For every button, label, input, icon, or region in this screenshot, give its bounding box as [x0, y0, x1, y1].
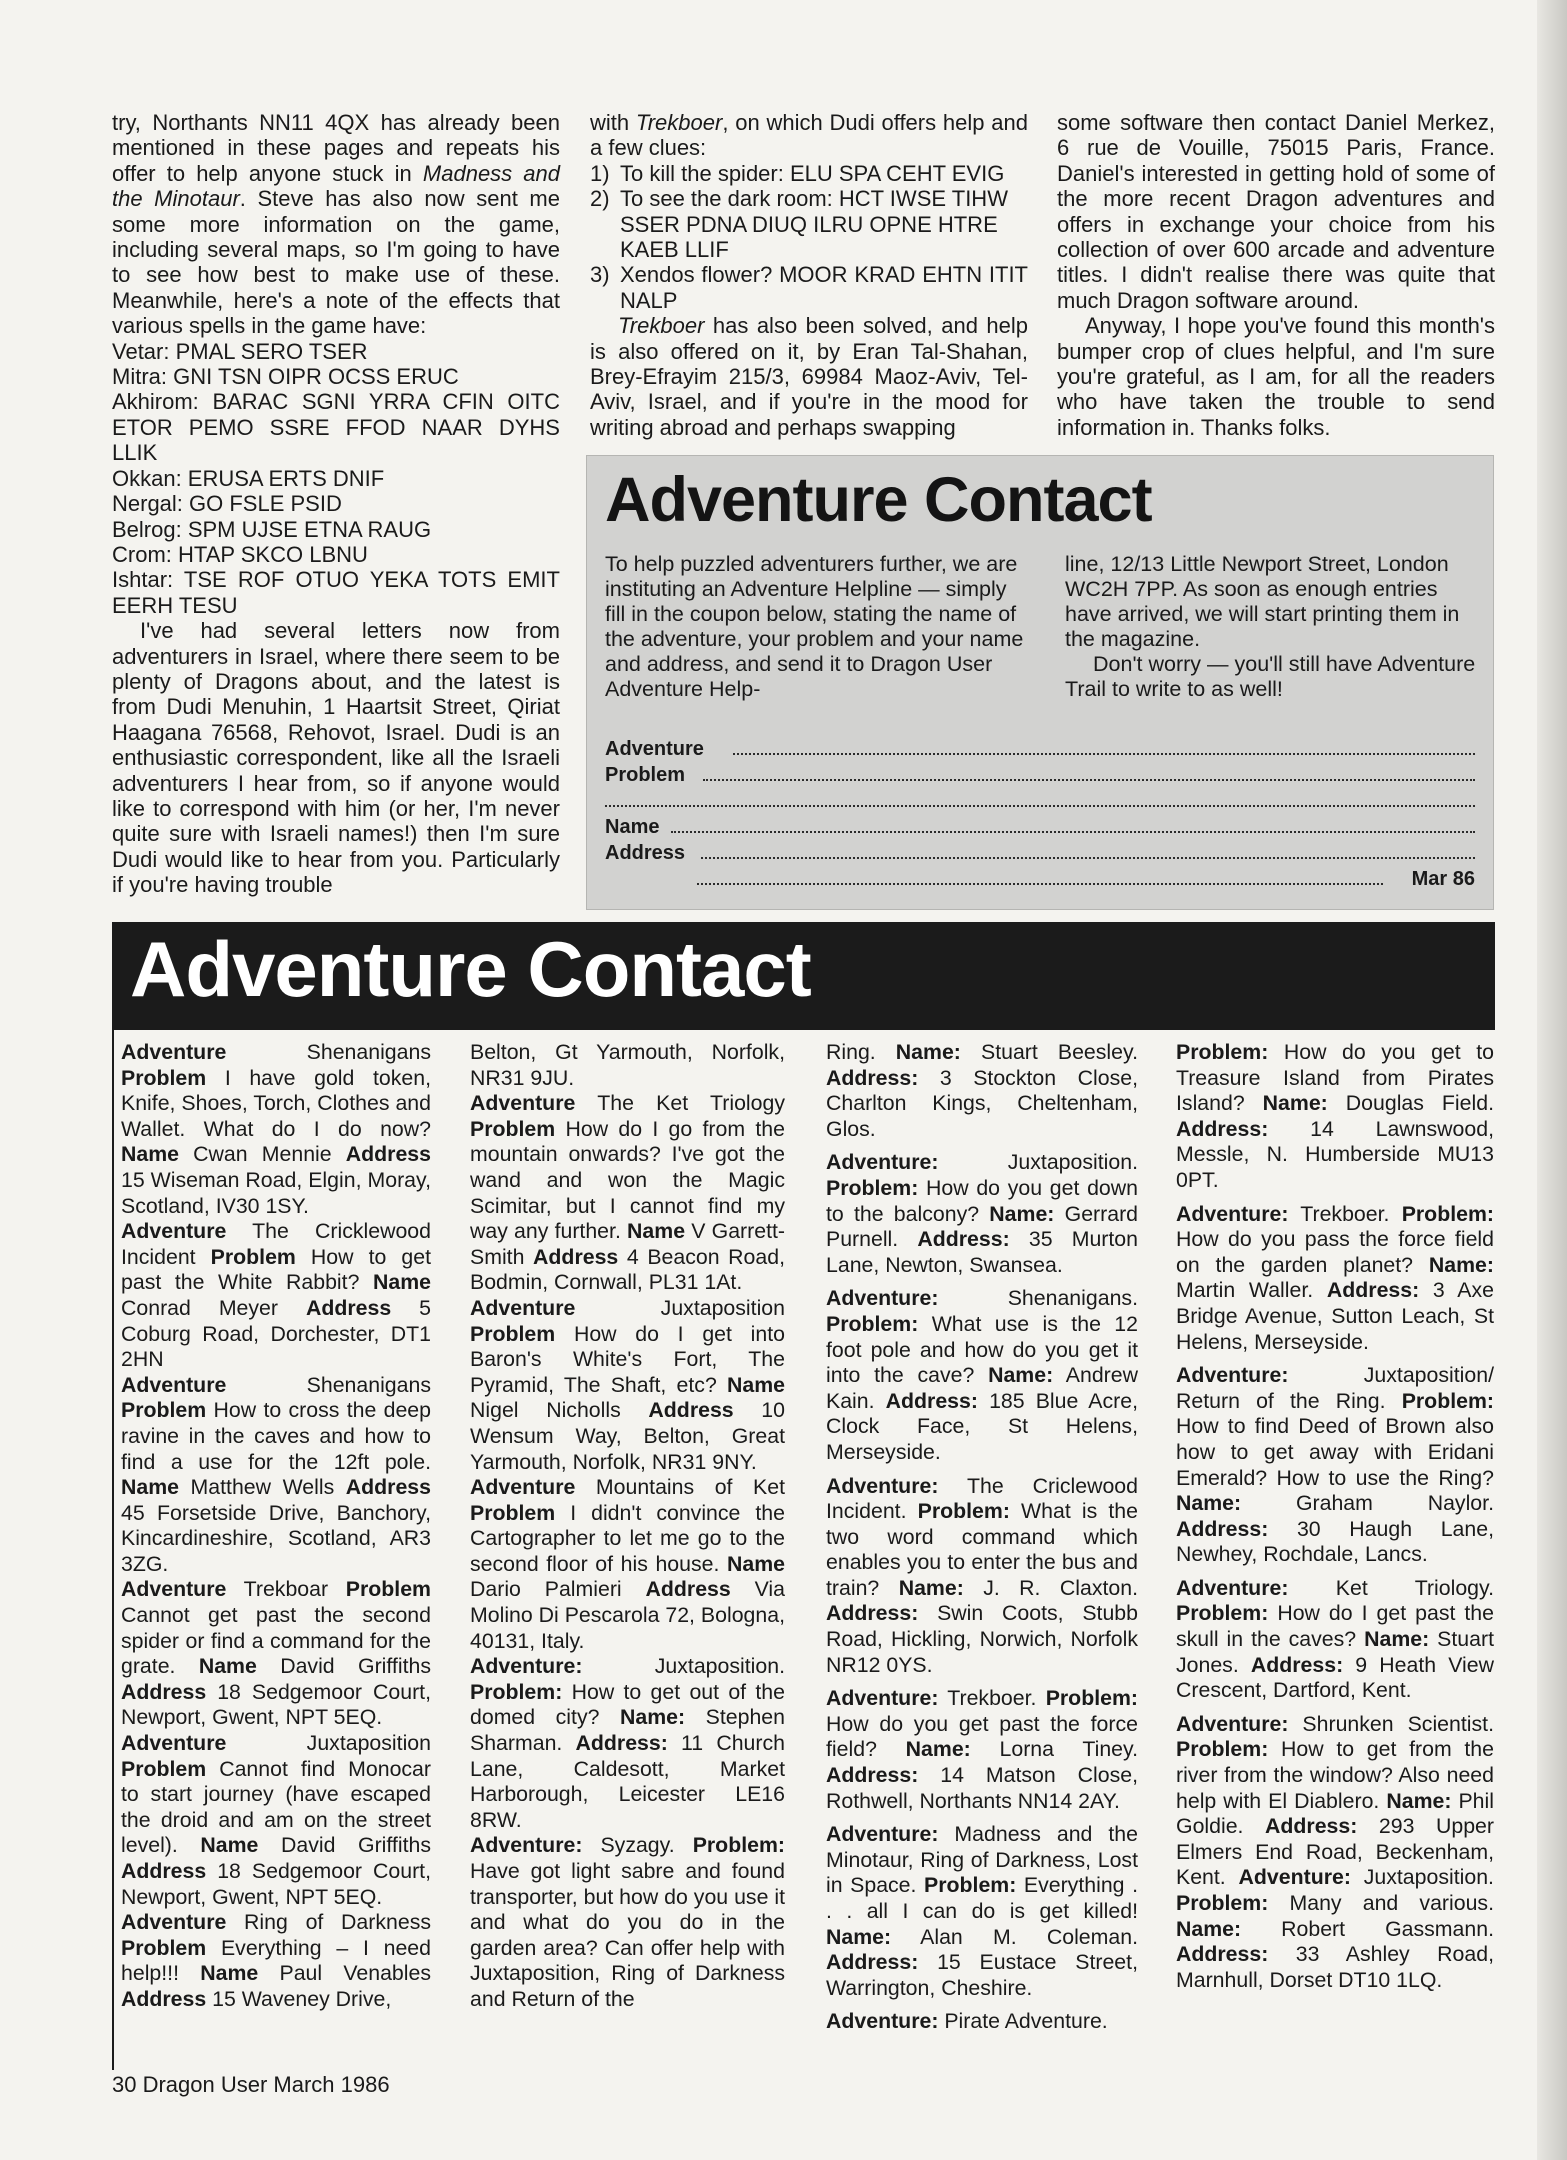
contact-entry [826, 1040, 1138, 1142]
contact-entry [470, 1296, 785, 1475]
entry-field-label: Problem: [826, 1311, 919, 1336]
entry-field-value: How to cross the deep ravine in the caves and how to find a use for the 12ft pole. [121, 1398, 431, 1474]
box-intro-right-1: line, 12/13 Little Newport Street, London WC2H 7PP. As soon as enough entries have arrived, we will start printing them in the magazine. [1065, 552, 1460, 651]
entry-field-label: Address: [826, 1763, 919, 1788]
entry-field-value: Syzagy. [582, 1833, 693, 1858]
entry-field-label: Problem: [1401, 1388, 1494, 1413]
coupon-name-label: Name [605, 816, 660, 838]
entry-field-label: Name: [898, 1575, 964, 1600]
top-column-1 [112, 110, 560, 898]
entry-field-value: Everything – I need help!!! [121, 1935, 431, 1986]
entry-field-value: Stuart Beesley. [960, 1040, 1138, 1064]
spell-line: Crom: HTAP SKCO LBNU [112, 541, 368, 567]
entry-field-value: Madness and the Minotaur, Ring of Darkness, Lost in Space. [826, 1822, 1138, 1898]
entry-field-value: Gerrard Purnell. [826, 1201, 1139, 1252]
entry-field-label: Name [121, 1142, 180, 1167]
entry-field-value: 9 Heath View Crescent, Dartford, Kent. [1176, 1652, 1494, 1703]
entry-field-value: 10 Wensum Way, Belton, Great Yarmouth, Norfolk, NR31 9NY. [470, 1398, 785, 1474]
box-title: Adventure Contact [605, 465, 1152, 535]
entry-field-value: Trekboar [226, 1577, 346, 1602]
entry-field-label: Name [726, 1372, 785, 1397]
entry-field-value: How to find Deed of Brown also how to get away with Eridani Emerald? How to use the Ring? [1176, 1414, 1494, 1490]
entry-field-value: What use is the 12 foot pole and how do you get it into the cave? [826, 1311, 1138, 1388]
entry-field-label: Problem [121, 1398, 207, 1423]
entry-field-label: Name [627, 1219, 686, 1244]
entry-field-value: Pirate Adventure. [938, 2009, 1108, 2034]
entry-field-label: Name: [1386, 1788, 1452, 1813]
entry-field-value: Juxtaposition [575, 1295, 785, 1320]
entry-field-label: Problem: [1401, 1201, 1494, 1226]
entry-field-label: Address: [826, 1950, 919, 1975]
entry-field-label: Problem: [692, 1833, 785, 1858]
entry-field-label: Address: [1326, 1278, 1420, 1303]
entry-field-value: How to get past the White Rabbit? [121, 1244, 431, 1295]
entry-field-value: Robert Gassmann. [1241, 1916, 1494, 1941]
box-intro-left: To help puzzled adventurers further, we are instituting an Adventure Helpline — simply fill in the coupon below, stating the name of the adventure, your problem and your name and address, and send it to Dragon User Adventure Help- [605, 552, 1024, 701]
entry-field-label: Adventure [121, 1731, 227, 1756]
entry-field-value: How do I go from the mountain onwards? I've got the wand and won the Magic Scimitar, but I cannot find my way any further. [470, 1116, 785, 1244]
coupon-address-label: Address [605, 842, 686, 864]
entry-field-label: Address: [1176, 1942, 1269, 1967]
entry-field-label: Name: [1364, 1627, 1430, 1652]
entry-field-value: The Criclewood Incident. [826, 1473, 1138, 1524]
entry-field-label: Problem: [1176, 1737, 1269, 1762]
entry-field-label: Adventure: [1176, 1575, 1289, 1600]
entry-field-label: Problem [345, 1577, 431, 1602]
entry-field-label: Adventure [470, 1295, 576, 1320]
entry-field-value: How to get out of the domed city? [470, 1679, 785, 1730]
entry-field-value: J. R. Claxton. [963, 1575, 1138, 1600]
section-left-rule [112, 1030, 114, 2070]
entry-field-value: Alan M. Coleman. [891, 1924, 1138, 1949]
entry-field-label: Name [200, 1961, 259, 1986]
entry-field-label: Address [121, 1679, 207, 1704]
entry-field-value: 15 Wiseman Road, Elgin, Moray, Scotland, IV30 1SY. [121, 1167, 431, 1218]
entry-field-value: Shenanigans [226, 1040, 431, 1064]
contact-entry [826, 1474, 1138, 1679]
entry-field-label: Name: [1176, 1491, 1242, 1516]
entry-field-value: Nigel Nicholls [470, 1398, 649, 1423]
entry-field-label: Address: [1250, 1652, 1344, 1677]
coupon-address-extra-line[interactable] [697, 868, 1383, 892]
entry-field-label: Name [200, 1833, 259, 1858]
entry-field-value: Dario Palmieri [470, 1577, 646, 1602]
clue-list [590, 161, 1028, 313]
coupon-date: Mar 86 [1411, 868, 1475, 890]
entry-field-value: Cannot find Monocar to start journey (have escaped the droid and am on the street level). [121, 1756, 431, 1858]
body-paragraph: I've had several letters now from adventurers in Israel, where there seem to be plenty of Dragons about, and the latest is from Dudi Menuhin, 1 Haartsit Street, Qiriat Haagana 76568, Rehovot, Israel. Dudi is an enthusiastic correspondent, like all the Israeli adventurers I hear from, so if anyone would like to correspond with him (or her, I'm never quite sure with Israeli names!) then I'm sure Dudi would like to hear from you. Particularly if you're having trouble [112, 618, 560, 898]
entry-field-value: 35 Murton Lane, Newton, Swansea. [826, 1227, 1138, 1277]
entry-field-value: Everything . . . all I can do is get killed! [826, 1873, 1138, 1923]
entry-field-label: Problem: [1176, 1601, 1269, 1626]
entry-field-value: Graham Naylor. [1241, 1491, 1494, 1516]
entries-column-4 [1176, 1040, 1494, 1993]
entry-field-label: Problem [210, 1244, 296, 1269]
entry-field-value: Juxtaposition. [1350, 1865, 1494, 1890]
contact-entry [1176, 1202, 1494, 1356]
entry-field-value: Trekboer. [1288, 1201, 1402, 1226]
entry-field-value: Stephen Sharman. [470, 1705, 785, 1756]
entry-field-value: Shenanigans [226, 1372, 431, 1397]
entry-field-value: Mountains of Ket [575, 1475, 785, 1500]
entry-field-label: Address: [1176, 1516, 1269, 1541]
clue-item: 1) To kill the spider: ELU SPA CEHT EVIG [590, 160, 1005, 186]
section-banner [112, 922, 1495, 1030]
entries-column-2 [470, 1040, 785, 2013]
clue-item: 2) To see the dark room: HCT IWSE TIHW SSER PDNA DIUQ ILRU OPNE HTRE KAEB LLIF [590, 186, 1008, 263]
coupon-adventure-label: Adventure [605, 738, 704, 760]
coupon-address-field[interactable] [605, 842, 1475, 866]
contact-entry [121, 1731, 431, 1910]
entry-field-label: Adventure: [826, 1822, 939, 1847]
entry-field-value: The Ket Triology [575, 1091, 785, 1116]
coupon-problem-extra-line[interactable] [605, 790, 1475, 814]
contact-entry [121, 1040, 431, 1219]
entry-field-value: The Cricklewood Incident [121, 1219, 431, 1269]
entry-field-value: Trekboer. [938, 1686, 1046, 1711]
entry-field-value: 4 Beacon Road, Bodmin, Cornwall, PL31 1At. [470, 1244, 785, 1295]
spell-line: Mitra: GNI TSN OIPR OCSS ERUC [112, 364, 459, 390]
entry-field-label: Name [726, 1551, 785, 1576]
contact-entry [1176, 1576, 1494, 1704]
entries-column-1 [121, 1040, 431, 2013]
entry-field-value: Matthew Wells [179, 1475, 346, 1500]
entry-field-value: Swin Coots, Stubb Road, Hickling, Norwich, Norfolk NR12 0YS. [826, 1601, 1138, 1677]
coupon-problem-field[interactable] [605, 764, 1475, 788]
entry-field-label: Address: [826, 1601, 919, 1626]
body-paragraph: try, Northants NN11 4QX has already been mentioned in these pages and repeats his offer to help anyone stuck in Madness and the Minotaur. Steve has also now sent me some more information on the game, including several maps, so I'm going to have to see how best to make use of these. Meanwhile, here's a note of the effects that various spells in the game have: [112, 110, 560, 339]
contact-entry [121, 1219, 431, 1373]
contact-entry [121, 1910, 431, 2012]
contact-entry [121, 1577, 431, 1731]
entry-field-value: 5 Coburg Road, Dorchester, DT1 2HN [121, 1295, 432, 1372]
entry-field-label: Adventure [470, 1475, 576, 1500]
contact-entry [826, 2009, 1138, 2035]
entry-field-label: Name: [1176, 1916, 1242, 1941]
contact-entry [121, 1373, 431, 1578]
entry-field-label: Address: [1176, 1116, 1269, 1141]
entry-field-label: Adventure: [826, 1473, 939, 1498]
body-paragraph: with Trekboer, on which Dudi offers help and a few clues: [590, 110, 1028, 161]
entry-field-label: Problem [470, 1500, 556, 1525]
entry-field-label: Name: [989, 1201, 1055, 1226]
entry-field-label: Problem: [826, 1175, 919, 1200]
entry-field-label: Problem [121, 1756, 207, 1781]
entry-field-value: David Griffiths [258, 1833, 431, 1858]
entry-field-value: What is the two word command which enables you to enter the bus and train? [826, 1499, 1138, 1600]
contact-entry [826, 1822, 1138, 2001]
contact-entry [826, 1150, 1138, 1278]
entry-field-value: 185 Blue Acre, Clock Face, St Helens, Merseyside. [826, 1388, 1138, 1464]
entry-field-value: 11 Church Lane, Caldesott, Market Harborough, Leicester LE16 8RW. [470, 1731, 785, 1832]
entry-field-label: Adventure [470, 1091, 576, 1116]
entry-field-value: Ring. [826, 1040, 896, 1064]
entry-field-value: Paul Venables [258, 1961, 431, 1986]
entry-field-value: V Garrett-Smith [470, 1219, 785, 1269]
coupon-name-field[interactable] [605, 816, 1475, 840]
entry-field-label: Name: [1262, 1091, 1328, 1116]
entry-field-label: Adventure: [826, 1150, 939, 1175]
entry-field-label: Address [345, 1475, 431, 1500]
entry-field-label: Problem [121, 1935, 207, 1960]
entry-field-value: 18 Sedgemoor Court, Newport, Gwent, NPT 5EQ. [121, 1679, 431, 1730]
entry-field-label: Problem: [1176, 1040, 1269, 1064]
contact-entry [470, 1654, 785, 1833]
entry-field-value: 33 Ashley Road, Marnhull, Dorset DT10 1LQ. [1176, 1942, 1494, 1992]
entry-field-label: Name [372, 1270, 431, 1295]
entry-field-value: 14 Matson Close, Rothwell, Northants NN14 2AY. [826, 1763, 1138, 1813]
spell-line: Belrog: SPM UJSE ETNA RAUG [112, 516, 432, 542]
entry-field-label: Address: [826, 1065, 919, 1090]
entry-field-value: 14 Lawnswood, Messle, N. Humberside MU13 0PT. [1176, 1116, 1494, 1192]
entry-field-label: Address [305, 1295, 392, 1320]
entry-field-value: Via Molino Di Pescarola 72, Bologna, 40131, Italy. [470, 1577, 785, 1653]
entry-field-value: How do I get past the skull in the caves? [1176, 1601, 1494, 1652]
entry-field-value: Cwan Mennie [179, 1142, 346, 1167]
entry-field-value: Shrunken Scientist. [1288, 1711, 1494, 1736]
contact-entry [1176, 1363, 1494, 1568]
contact-entry [470, 1833, 785, 2012]
entry-field-label: Address: [885, 1388, 978, 1413]
entry-field-value: 15 Waveney Drive, [206, 1986, 392, 2011]
entry-field-label: Adventure: [1238, 1865, 1351, 1890]
entry-field-value: Ket Triology. [1288, 1575, 1494, 1600]
entry-field-label: Adventure [121, 1040, 227, 1064]
entry-field-label: Address [121, 1986, 207, 2011]
entry-field-label: Name: [826, 1924, 892, 1949]
entry-field-label: Adventure [121, 1577, 227, 1602]
entry-field-value: Phil Goldie. [1176, 1788, 1494, 1839]
entry-field-value: Douglas Field. [1327, 1091, 1494, 1116]
spell-line: Okkan: ERUSA ERTS DNIF [112, 465, 385, 491]
entry-field-value: Ring of Darkness [226, 1910, 431, 1935]
entry-field-label: Address [121, 1859, 207, 1883]
entry-field-value: Juxtaposition. [582, 1654, 785, 1679]
entry-field-label: Address: [917, 1227, 1010, 1252]
entry-field-value: Lorna Tiney. [970, 1737, 1138, 1762]
entry-field-value: Shenanigans. [938, 1286, 1138, 1311]
entry-field-value: Stuart Jones. [1176, 1627, 1494, 1677]
entry-field-label: Name: [1428, 1252, 1494, 1277]
entry-field-label: Name: [895, 1040, 961, 1064]
entry-field-label: Address [345, 1142, 431, 1167]
entry-field-value: 18 Sedgemoor Court, Newport, Gwent, NPT 5EQ. [121, 1859, 431, 1909]
entry-field-label: Adventure [121, 1372, 227, 1397]
spell-line: Akhirom: BARAC SGNI YRRA CFIN OITC ETOR PEMO SSRE FFOD NAAR DYHS LLIK [112, 389, 560, 466]
box-intro-right-2: Don't worry — you'll still have Adventure Trail to write to as well! [1065, 652, 1476, 701]
spell-line: Nergal: GO FSLE PSID [112, 491, 342, 517]
entry-field-value: How do you get past the force field? [826, 1711, 1138, 1762]
entry-field-label: Adventure: [470, 1833, 583, 1858]
entry-field-label: Address [645, 1577, 731, 1602]
entry-field-value: How do you get down to the balcony? [826, 1175, 1138, 1226]
entry-field-value: 45 Forsetside Drive, Banchory, Kincardineshire, Scotland, AR3 3ZG. [121, 1500, 431, 1576]
entry-field-label: Problem: [1176, 1891, 1269, 1915]
contact-entry [470, 1040, 785, 1091]
top-column-3 [1057, 110, 1495, 440]
entry-field-label: Problem [470, 1321, 556, 1346]
entry-field-label: Problem [470, 1116, 556, 1141]
entry-field-value: Juxtaposition [226, 1731, 431, 1756]
body-paragraph: some software then contact Daniel Merkez, 6 rue de Vouille, 75015 Paris, France. Daniel's interested in getting hold of some of the more recent Dragon adventures and offers in exchange your choice from his collection of over 600 arcade and adventure titles. I didn't realise there was quite that much Dragon software around. [1057, 110, 1495, 313]
entry-field-label: Adventure [121, 1910, 227, 1935]
entry-field-label: Problem: [1045, 1686, 1138, 1711]
entry-field-value: I didn't convince the Cartographer to let me go to the second floor of his house. [470, 1500, 785, 1576]
body-paragraph: Trekboer has also been solved, and help is also offered on it, by Eran Tal-Shahan, Brey-Efrayim 215/3, 69984 Maoz-Aviv, Tel-Aviv, Israel, and if you're in the mood for writing abroad and perhaps swapping [590, 313, 1028, 440]
entry-field-label: Address: [575, 1731, 668, 1756]
contact-entry [826, 1686, 1138, 1814]
entry-field-label: Name [121, 1475, 180, 1500]
entry-field-value: Juxtaposition/ Return of the Ring. [1176, 1363, 1494, 1413]
page-footer: 30 Dragon User March 1986 [112, 2072, 390, 2097]
entry-field-value: Have got light sabre and found transporter, but how do you use it and what do you do in the garden area? Can offer help with Juxtaposition, Ring of Darkness and Return of the [470, 1859, 785, 2011]
entry-field-label: Problem: [470, 1679, 563, 1704]
entry-field-label: Adventure: [826, 2009, 939, 2034]
entry-field-value: 15 Eustace Street, Warrington, Cheshire. [826, 1950, 1138, 2000]
entry-field-value: 3 Stockton Close, Charlton Kings, Cheltenham, Glos. [826, 1065, 1138, 1141]
clue-item: 3) Xendos flower? MOOR KRAD EHTN ITIT NALP [590, 262, 1028, 313]
entry-field-label: Adventure: [1176, 1201, 1289, 1226]
entry-field-value: Conrad Meyer [121, 1295, 306, 1320]
entry-field-value: I have gold token, Knife, Shoes, Torch, Clothes and Wallet. What do I do now? [121, 1065, 431, 1141]
entry-field-value: How to get from the river from the window? Also need help with El Diablero. [1176, 1737, 1494, 1813]
contact-entry [470, 1091, 785, 1296]
page-edge-shadow [1537, 0, 1567, 2160]
contact-entry [470, 1475, 785, 1654]
entry-field-label: Problem: [917, 1499, 1010, 1524]
entry-field-label: Address: [1265, 1814, 1358, 1839]
entry-field-label: Problem [121, 1065, 207, 1090]
spell-line: Ishtar: TSE ROF OTUO YEKA TOTS EMIT EERH TESU [112, 567, 560, 618]
entry-field-value: Cannot get past the second spider or find a command for the grate. [121, 1603, 431, 1679]
entry-field-value: How do you pass the force field on the garden planet? [1176, 1227, 1494, 1277]
box-intro-right [1065, 552, 1477, 702]
coupon-adventure-field[interactable] [605, 738, 1475, 762]
entry-field-value: 293 Upper Elmers End Road, Beckenham, Kent. [1176, 1814, 1494, 1890]
entry-field-label: Name: [905, 1737, 971, 1762]
contact-entry [1176, 1040, 1494, 1194]
entry-field-label: Name [198, 1654, 257, 1679]
entries-column-3 [826, 1040, 1138, 2035]
entry-field-value: Many and various. [1268, 1891, 1494, 1915]
top-column-2 [590, 110, 1028, 440]
body-paragraph: Anyway, I hope you've found this month's bumper crop of clues helpful, and I'm sure you're grateful, as I am, for all the readers who have taken the trouble to send information in. Thanks folks. [1057, 313, 1495, 440]
entry-field-label: Adventure: [1176, 1363, 1289, 1388]
entry-field-label: Adventure: [826, 1286, 939, 1311]
entry-field-label: Address [533, 1244, 619, 1269]
contact-entry [826, 1286, 1138, 1465]
entry-field-value: How do you get to Treasure Island from Pirates Island? [1176, 1040, 1494, 1116]
coupon-problem-label: Problem [605, 764, 686, 786]
entry-field-label: Problem: [924, 1873, 1017, 1898]
entry-field-value: 30 Haugh Lane, Newhey, Rochdale, Lancs. [1176, 1516, 1494, 1567]
entry-field-value: Andrew Kain. [826, 1363, 1138, 1413]
spell-line: Vetar: PMAL SERO TSER [112, 338, 368, 364]
entry-field-label: Adventure: [1176, 1711, 1289, 1736]
contact-entry [1176, 1712, 1494, 1994]
entry-field-value: David Griffiths [256, 1654, 431, 1679]
entry-field-label: Adventure: [470, 1654, 583, 1679]
entry-field-label: Name: [988, 1363, 1054, 1388]
entry-field-value: Juxtaposition. [938, 1150, 1138, 1175]
entry-field-value: 3 Axe Bridge Avenue, Sutton Leach, St Helens, Merseyside. [1176, 1278, 1494, 1354]
entry-field-label: Adventure: [826, 1686, 939, 1711]
adventure-contact-box [586, 455, 1494, 910]
section-title: Adventure Contact [130, 925, 811, 1013]
entry-field-label: Address [648, 1398, 734, 1423]
entry-field-value: How do I get into Baron's White's Fort, The Pyramid, The Shaft, etc? [470, 1321, 785, 1397]
entry-field-label: Adventure [121, 1219, 227, 1244]
entry-field-value: Belton, Gt Yarmouth, Norfolk, NR31 9JU. [470, 1040, 785, 1090]
entry-field-value: Martin Waller. [1176, 1278, 1327, 1303]
entry-field-label: Name: [620, 1705, 686, 1730]
